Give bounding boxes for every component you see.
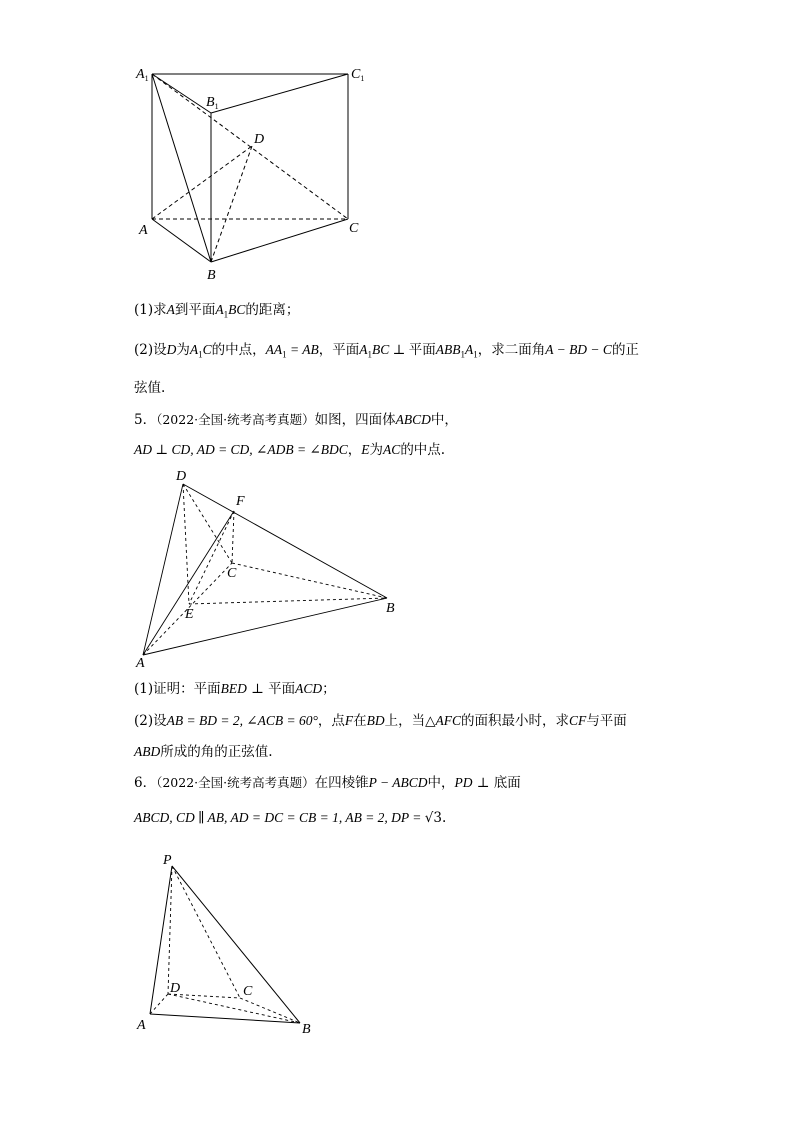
label-d: D xyxy=(176,469,187,484)
edge-c-b xyxy=(240,998,300,1023)
edge-c-b xyxy=(232,563,387,598)
edge-b-d xyxy=(211,146,252,262)
label-f: F xyxy=(236,494,245,509)
edge-a-b xyxy=(152,219,211,262)
label-d: D xyxy=(254,132,265,147)
edge-f-c xyxy=(232,511,234,563)
q5-part2: (2)设AB = BD = 2, ∠ACB = 60°，点F在BD上，当△AFC的面积最小时，求CF与平面 xyxy=(134,713,627,729)
edge-a1-b1 xyxy=(152,74,211,113)
edge-p-d xyxy=(168,866,172,994)
label-d: D xyxy=(170,981,181,996)
edge-d-b xyxy=(183,484,387,598)
label-c1: $C_1$ xyxy=(351,67,365,83)
edge-d-e xyxy=(183,484,189,604)
edge-b-c xyxy=(211,219,348,262)
q6-header: 6．（2022·全国·统考高考真题）在四棱锥P − ABCD中，PD ⊥ 底面 xyxy=(134,775,521,791)
label-b: B xyxy=(207,268,216,283)
edge-p-c xyxy=(172,866,240,998)
pyramid-figure xyxy=(130,845,330,1040)
q5-part2-cont: ABD所成的角的正弦值. xyxy=(134,744,273,760)
edge-p-a xyxy=(150,866,172,1014)
edge-a-f xyxy=(143,511,234,655)
label-a: A xyxy=(137,1018,146,1033)
edge-f-e xyxy=(189,511,234,604)
label-a: A xyxy=(139,223,148,238)
q5-part1: (1)证明：平面BED ⊥ 平面ACD； xyxy=(134,681,336,697)
label-a: A xyxy=(136,656,145,670)
prism-figure xyxy=(130,60,380,285)
edge-d-c xyxy=(183,484,232,563)
edge-p-b xyxy=(172,866,300,1023)
label-b1: $B_1$ xyxy=(206,95,219,111)
label-p: P xyxy=(163,853,172,868)
edge-a-d xyxy=(152,146,252,219)
label-b: B xyxy=(386,601,395,616)
q6-condition: ABCD, CD ∥ AB, AD = DC = CB = 1, AB = 2, DP = √3. xyxy=(134,810,447,826)
edge-e-b xyxy=(189,598,387,604)
label-a1: $A_1$ xyxy=(136,67,149,83)
label-c: C xyxy=(349,221,359,236)
edge-a-b xyxy=(143,598,387,655)
edge-d-a xyxy=(143,484,183,655)
tetrahedron-figure xyxy=(130,465,400,670)
q5-header: 5．（2022·全国·统考高考真题）如图，四面体ABCD中， xyxy=(134,412,458,428)
q5-condition: AD ⊥ CD, AD = CD, ∠ADB = ∠BDC，E为AC的中点. xyxy=(134,442,446,458)
label-c: C xyxy=(227,566,237,581)
edge-a-b xyxy=(150,1014,300,1023)
label-c: C xyxy=(243,984,253,999)
q4-part1: (1)求A到平面$A_1BC$的距离； xyxy=(134,302,300,320)
q4-part2: (2)设D为$A_1C$的中点，$AA_1$ = AB，平面$A_1BC$ ⊥ 平面$ABB_1A_1$，求二面角A − BD − C的正 xyxy=(134,342,639,360)
label-e: E xyxy=(185,607,194,622)
label-b: B xyxy=(302,1022,311,1037)
edge-b1-c1 xyxy=(211,74,348,113)
edge-a1-b xyxy=(152,74,211,262)
q4-part2-cont: 弦值. xyxy=(134,380,166,396)
